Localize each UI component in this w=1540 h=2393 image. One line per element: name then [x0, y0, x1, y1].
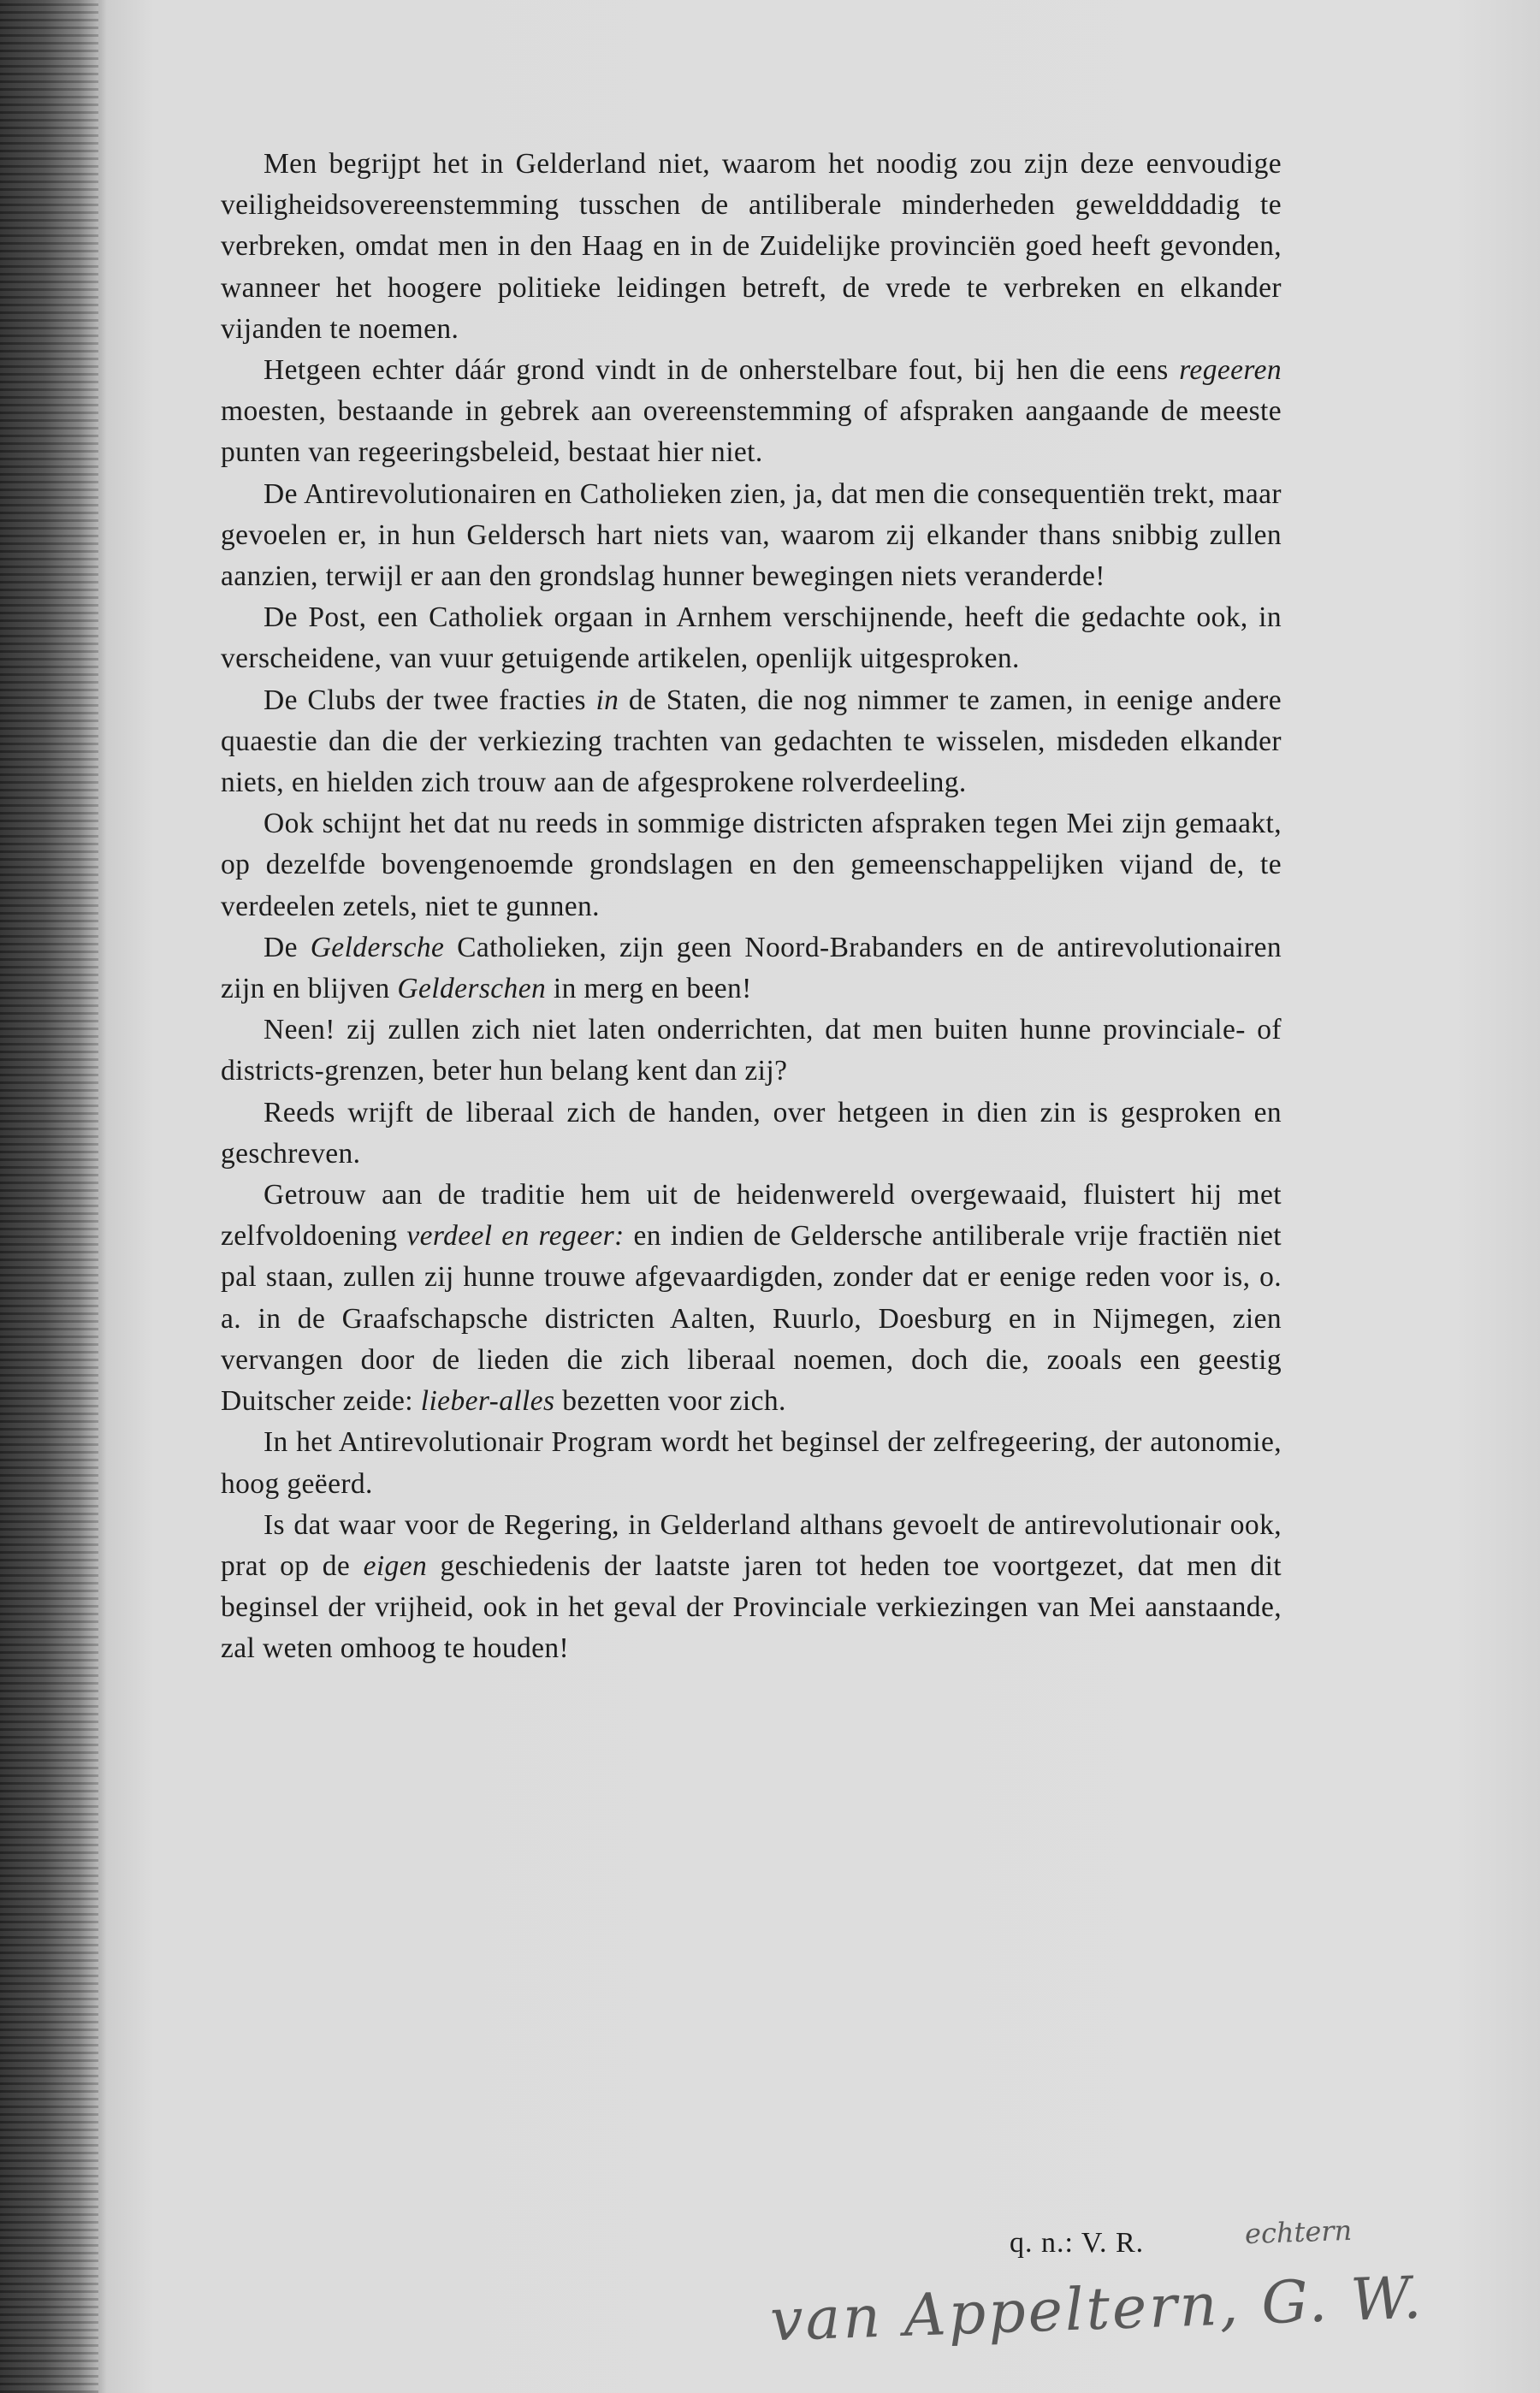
printed-signature: q. n.: V. R. — [1010, 2227, 1145, 2259]
paragraph-text: Is dat waar voor de Regering, in Gelderland althans gevoelt de antirevolutionair ook, prat op de — [221, 1508, 1282, 1582]
italic-emphasis: in — [595, 684, 619, 716]
paragraph-text: geschiedenis der laatste jaren tot heden toe voortgezet, dat men dit beginsel der vrijheid, ook in het geval der Provinciale verkiezingen van Mei aanstaande, zal weten omhoog te houden! — [221, 1549, 1282, 1665]
handwritten-signature: van Appeltern, G. W. — [768, 2264, 1425, 2355]
paragraph-text: bezetten voor zich. — [554, 1385, 786, 1418]
paragraph-text: De Antirevolutionairen en Catholieken zien, ja, dat men die consequentiën trekt, maar gevoelen er, in hun Geldersch hart niets van, waarom zij elkander thans snibbig zullen aanzien, terwijl er aan den grondslag hunner bewegingen niets veranderde! — [221, 477, 1282, 593]
paragraph — [221, 803, 1282, 927]
paragraph-text: en indien de Geldersche antiliberale vrije fractiën niet pal staan, zullen zij hunne trouwe afgevaardigden, zonder dat er eenige reden voor is, o. a. in de Graafschapsche districten Aalten, Ruurlo, Doesburg en in Nijmegen, zien vervangen door de lieden die zich liberaal noemen, doch die, zooals een geestig Duitscher zeide: — [221, 1220, 1282, 1418]
paragraph — [221, 680, 1282, 804]
paragraph-text: moesten, bestaande in gebrek aan overeenstemming of afspraken aangaande de meeste punten van regeeringsbeleid, bestaat hier niet. — [221, 395, 1282, 469]
paragraph-text: in merg en been! — [546, 973, 752, 1005]
paragraph-text: De Post, een Catholiek orgaan in Arnhem verschijnende, heeft die gedachte ook, in verscheidene, van vuur getuigende artikelen, openlijk uitgesproken. — [221, 601, 1282, 675]
handwritten-annotation: echtern — [1244, 2213, 1353, 2251]
italic-emphasis: regeeren — [1179, 354, 1282, 387]
italic-emphasis: lieber-alles — [420, 1385, 555, 1418]
paragraph — [221, 1175, 1282, 1422]
paragraph — [221, 1422, 1282, 1504]
paragraph — [221, 1505, 1282, 1670]
paragraph — [221, 1010, 1282, 1092]
body-text — [221, 144, 1282, 1670]
paragraph-text: de Staten, die nog nimmer te zamen, in eenige andere quaestie dan die der verkiezing trachten van gedachten te wisselen, misdeden elkander niets, en hielden zich trouw aan de afgesprokene rolverdeeling. — [221, 684, 1282, 799]
paragraph-text: Men begrijpt het in Gelderland niet, waarom het noodig zou zijn deze eenvoudige veiligheidsovereenstemming tusschen de antiliberale minderheden geweldddadig te verbreken, omdat men in den Haag en in de Zuidelijke provinciën goed heeft gevonden, wanneer het hoogere politieke leidingen betreft, de vrede te verbreken en elkander vijanden te noemen. — [221, 148, 1282, 345]
paragraph-text: De Clubs der twee fracties — [264, 684, 596, 716]
paragraph-text: In het Antirevolutionair Program wordt het beginsel der zelfregeering, der autonomie, hoog geëerd. — [221, 1426, 1282, 1500]
paragraph-text: Getrouw aan de traditie hem uit de heidenwereld overgewaaid, fluistert hij met zelfvoldoening — [221, 1179, 1282, 1253]
paragraph-text: Catholieken, zijn geen Noord-Brabanders en de antirevolutionairen zijn en blijven — [221, 931, 1282, 1005]
paragraph-text: De — [264, 931, 311, 963]
italic-emphasis: verdeel en regeer: — [406, 1220, 625, 1253]
paragraph-text: Hetgeen echter dáár grond vindt in de onherstelbare fout, bij hen die eens — [264, 354, 1180, 387]
italic-emphasis: Gelderschen — [397, 973, 547, 1005]
paragraph — [221, 350, 1282, 474]
paragraph — [221, 144, 1282, 350]
italic-emphasis: Geldersche — [310, 931, 445, 963]
paragraph — [221, 597, 1282, 679]
page-binding-edge — [0, 0, 98, 2393]
italic-emphasis: eigen — [363, 1549, 428, 1582]
paragraph — [221, 1093, 1282, 1175]
paragraph — [221, 474, 1282, 598]
paragraph-text: Reeds wrijft de liberaal zich de handen, over hetgeen in dien zin is gesproken en geschreven. — [221, 1096, 1282, 1170]
paragraph-text: Ook schijnt het dat nu reeds in sommige districten afspraken tegen Mei zijn gemaakt, op dezelfde bovengenoemde grondslagen en den gemeenschappelijken vijand de, te verdeelen zetels, niet te gunnen. — [221, 808, 1282, 922]
paragraph — [221, 927, 1282, 1010]
paragraph-text: Neen! zij zullen zich niet laten onderrichten, dat men buiten hunne provinciale- of districts-grenzen, beter hun belang kent dan zij? — [221, 1014, 1282, 1087]
